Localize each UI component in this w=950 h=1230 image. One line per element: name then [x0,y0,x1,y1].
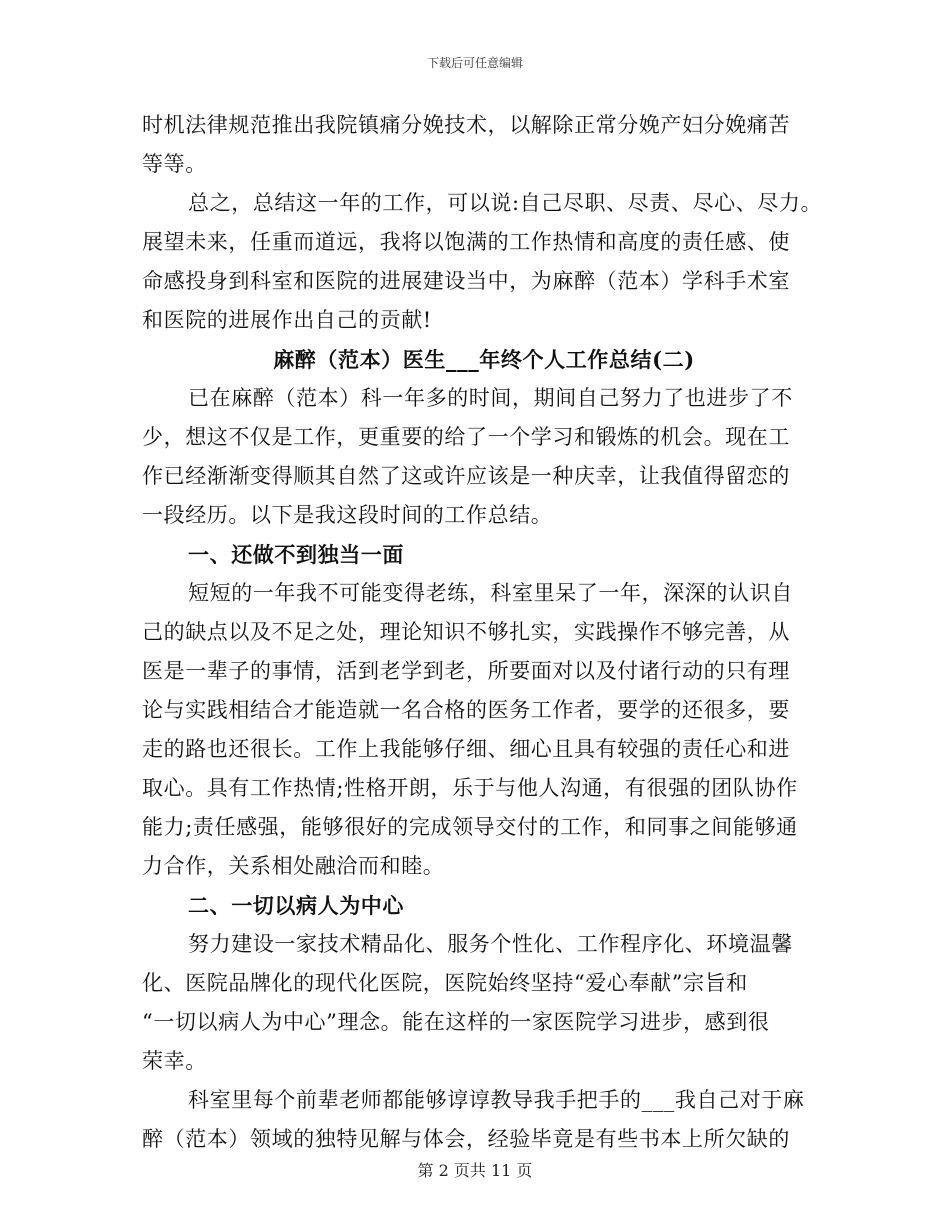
paragraph-line: 走的路也还很长。工作上我能够仔细、细心且具有较强的责任心和进 [142,737,790,761]
paragraph-line: 作已经渐渐变得顺其自然了这或许应该是一种庆幸，让我值得留恋的 [142,464,790,488]
subheading: 二、一切以病人为中心 [188,893,404,918]
paragraph-line: 己的缺点以及不足之处，理论知识不够扎实，实践操作不够完善，从 [142,620,790,644]
paragraph-line: 取心。具有工作热情;性格开朗，乐于与他人沟通，有很强的团队协作 [142,776,798,800]
paragraph-line: 等等。 [142,152,207,176]
paragraph-line: 展望未来，任重而道远，我将以饱满的工作热情和高度的责任感、使 [142,230,790,254]
paragraph-line: 化、医院品牌化的现代化医院，医院始终坚持“爱心奉献”宗旨和 [142,971,748,995]
paragraph-line: 努力建设一家技术精品化、服务个性化、工作程序化、环境温馨 [188,932,793,956]
paragraph-line: 少，想这不仅是工作，更重要的给了一个学习和锻炼的机会。现在工 [142,425,790,449]
paragraph-line: 命感投身到科室和医院的进展建设当中，为麻醉（范本）学科手术室 [142,269,790,293]
section-title: 麻醉（范本）医生___年终个人工作总结(二) [273,347,695,372]
paragraph-line: 和医院的进展作出自己的贡献! [142,308,432,332]
paragraph-line: 医是一辈子的事情，活到老学到老，所要面对以及付诸行动的只有理 [142,659,790,683]
page-footer: 第 2 页共 11 页 [417,1161,533,1180]
paragraph-line: “一切以病人为中心”理念。能在这样的一家医院学习进步，感到很 [142,1010,770,1034]
subheading: 一、还做不到独当一面 [188,542,404,567]
paragraph-line: 醉（范本）领域的独特见解与体会，经验毕竟是有些书本上所欠缺的 [142,1127,790,1151]
paragraph-line: 能力;责任感强，能够很好的完成领导交付的工作，和同事之间能够通 [142,815,798,839]
paragraph-line: 已在麻醉（范本）科一年多的时间，期间自己努力了也进步了不 [188,386,793,410]
page-header: 下载后可任意编辑 [426,56,523,70]
paragraph-line: 短短的一年我不可能变得老练，科室里呆了一年，深深的认识自 [188,581,793,605]
paragraph-line: 论与实践相结合才能造就一名合格的医务工作者，要学的还很多，要 [142,698,790,722]
paragraph-line: 力合作，关系相处融洽而和睦。 [142,854,445,878]
paragraph-line: 荣幸。 [142,1049,207,1073]
paragraph-line: 一段经历。以下是我这段时间的工作总结。 [142,503,553,527]
paragraph-line: 时机法律规范推出我院镇痛分娩技术，以解除正常分娩产妇分娩痛苦 [142,113,790,137]
paragraph-line: 科室里每个前辈老师都能够谆谆教导我手把手的___我自己对于麻 [188,1088,805,1112]
document-body [142,106,832,1159]
paragraph-line: 总之，总结这一年的工作，可以说:自己尽职、尽责、尽心、尽力。 [188,191,823,215]
